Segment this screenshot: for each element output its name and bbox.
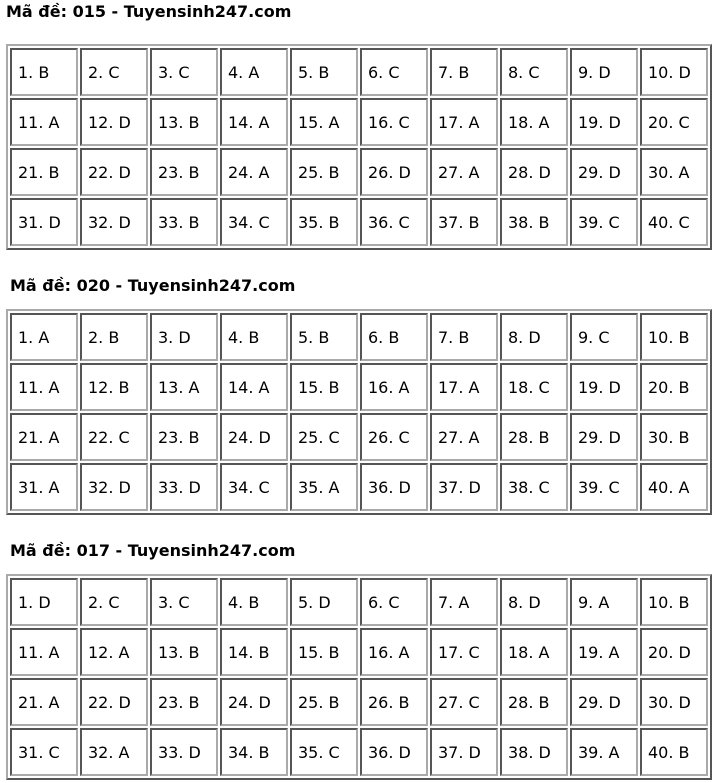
answer-cell: 19. D <box>570 98 638 146</box>
answer-cell: 8. D <box>500 578 568 626</box>
answer-cell: 10. B <box>640 313 708 361</box>
exam-title-015: Mã đề: 015 - Tuyensinh247.com <box>6 2 292 21</box>
answer-cell: 18. C <box>500 363 568 411</box>
answer-cell: 35. A <box>290 463 358 511</box>
answer-cell: 39. C <box>570 198 638 246</box>
answer-cell: 33. D <box>150 728 218 776</box>
answer-cell: 18. A <box>500 98 568 146</box>
answer-cell: 10. B <box>640 578 708 626</box>
answer-cell: 40. A <box>640 463 708 511</box>
table-row <box>10 578 708 626</box>
answer-cell: 2. B <box>80 313 148 361</box>
answer-cell: 25. B <box>290 678 358 726</box>
answer-cell: 14. A <box>220 363 288 411</box>
answer-cell: 25. C <box>290 413 358 461</box>
answer-cell: 3. C <box>150 578 218 626</box>
table-row <box>10 728 708 776</box>
table-row <box>10 198 708 246</box>
answer-cell: 26. D <box>360 148 428 196</box>
answer-table-015 <box>6 44 712 250</box>
table-row <box>10 363 708 411</box>
answer-cell: 3. D <box>150 313 218 361</box>
answer-cell: 36. C <box>360 198 428 246</box>
answer-cell: 5. B <box>290 48 358 96</box>
answer-cell: 35. B <box>290 198 358 246</box>
answer-cell: 10. D <box>640 48 708 96</box>
answer-cell: 37. D <box>430 463 498 511</box>
answer-cell: 23. B <box>150 413 218 461</box>
answer-cell: 30. A <box>640 148 708 196</box>
answer-cell: 36. D <box>360 463 428 511</box>
table-row <box>10 48 708 96</box>
answer-cell: 7. B <box>430 48 498 96</box>
answer-cell: 11. A <box>10 628 78 676</box>
answer-cell: 13. B <box>150 98 218 146</box>
answer-cell: 11. A <box>10 363 78 411</box>
answer-cell: 34. B <box>220 728 288 776</box>
answer-cell: 30. B <box>640 413 708 461</box>
answer-cell: 8. D <box>500 313 568 361</box>
answer-cell: 9. D <box>570 48 638 96</box>
answer-cell: 21. A <box>10 678 78 726</box>
answer-cell: 25. B <box>290 148 358 196</box>
answer-cell: 4. A <box>220 48 288 96</box>
answer-cell: 27. A <box>430 148 498 196</box>
answer-cell: 19. D <box>570 363 638 411</box>
answer-cell: 26. B <box>360 678 428 726</box>
answer-cell: 16. A <box>360 628 428 676</box>
answer-table-020 <box>6 309 712 515</box>
table-row <box>10 678 708 726</box>
answer-cell: 39. A <box>570 728 638 776</box>
answer-cell: 7. B <box>430 313 498 361</box>
answer-cell: 26. C <box>360 413 428 461</box>
answer-cell: 22. D <box>80 148 148 196</box>
answer-cell: 8. C <box>500 48 568 96</box>
answer-cell: 13. B <box>150 628 218 676</box>
answer-cell: 39. C <box>570 463 638 511</box>
answer-cell: 4. B <box>220 313 288 361</box>
answer-cell: 22. D <box>80 678 148 726</box>
answer-cell: 17. A <box>430 98 498 146</box>
answer-cell: 7. A <box>430 578 498 626</box>
answer-cell: 14. B <box>220 628 288 676</box>
answer-cell: 22. C <box>80 413 148 461</box>
answer-cell: 28. D <box>500 148 568 196</box>
answer-cell: 35. C <box>290 728 358 776</box>
answer-cell: 1. B <box>10 48 78 96</box>
answer-cell: 33. B <box>150 198 218 246</box>
answer-cell: 36. D <box>360 728 428 776</box>
answer-cell: 40. B <box>640 728 708 776</box>
answer-cell: 15. B <box>290 628 358 676</box>
answer-cell: 18. A <box>500 628 568 676</box>
answer-cell: 32. D <box>80 198 148 246</box>
answer-cell: 28. B <box>500 678 568 726</box>
table-row <box>10 313 708 361</box>
answer-cell: 29. D <box>570 678 638 726</box>
answer-cell: 15. B <box>290 363 358 411</box>
answer-cell: 31. A <box>10 463 78 511</box>
table-row <box>10 413 708 461</box>
answer-cell: 38. C <box>500 463 568 511</box>
answer-cell: 31. D <box>10 198 78 246</box>
table-row <box>10 148 708 196</box>
answer-cell: 6. C <box>360 48 428 96</box>
answer-cell: 19. A <box>570 628 638 676</box>
answer-cell: 17. C <box>430 628 498 676</box>
answer-cell: 23. B <box>150 148 218 196</box>
answer-cell: 1. D <box>10 578 78 626</box>
answer-cell: 27. A <box>430 413 498 461</box>
answer-cell: 4. B <box>220 578 288 626</box>
answer-cell: 32. D <box>80 463 148 511</box>
answer-cell: 24. A <box>220 148 288 196</box>
answer-cell: 2. C <box>80 578 148 626</box>
answer-cell: 16. A <box>360 363 428 411</box>
answer-cell: 32. A <box>80 728 148 776</box>
answer-cell: 29. D <box>570 148 638 196</box>
answer-cell: 9. C <box>570 313 638 361</box>
exam-title-017: Mã đề: 017 - Tuyensinh247.com <box>10 541 296 560</box>
answer-cell: 15. A <box>290 98 358 146</box>
answer-cell: 3. C <box>150 48 218 96</box>
answer-cell: 17. A <box>430 363 498 411</box>
answer-cell: 33. D <box>150 463 218 511</box>
answer-cell: 24. D <box>220 678 288 726</box>
answer-cell: 11. A <box>10 98 78 146</box>
answer-cell: 30. D <box>640 678 708 726</box>
answer-cell: 12. B <box>80 363 148 411</box>
answer-cell: 21. B <box>10 148 78 196</box>
answer-cell: 2. C <box>80 48 148 96</box>
answer-cell: 5. B <box>290 313 358 361</box>
answer-cell: 38. B <box>500 198 568 246</box>
answer-cell: 40. C <box>640 198 708 246</box>
table-row <box>10 628 708 676</box>
table-row <box>10 463 708 511</box>
answer-cell: 13. A <box>150 363 218 411</box>
answer-cell: 20. B <box>640 363 708 411</box>
answer-cell: 21. A <box>10 413 78 461</box>
answer-cell: 27. C <box>430 678 498 726</box>
answer-cell: 23. B <box>150 678 218 726</box>
answer-cell: 20. D <box>640 628 708 676</box>
exam-title-020: Mã đề: 020 - Tuyensinh247.com <box>10 276 296 295</box>
table-row <box>10 98 708 146</box>
answer-cell: 5. D <box>290 578 358 626</box>
answer-cell: 37. D <box>430 728 498 776</box>
answer-cell: 34. C <box>220 463 288 511</box>
answer-table-017 <box>6 574 712 780</box>
answer-cell: 9. A <box>570 578 638 626</box>
answer-cell: 28. B <box>500 413 568 461</box>
answer-cell: 12. D <box>80 98 148 146</box>
answer-cell: 38. D <box>500 728 568 776</box>
answer-cell: 20. C <box>640 98 708 146</box>
answer-cell: 29. D <box>570 413 638 461</box>
answer-cell: 37. B <box>430 198 498 246</box>
answer-cell: 34. C <box>220 198 288 246</box>
answer-cell: 16. C <box>360 98 428 146</box>
answer-cell: 31. C <box>10 728 78 776</box>
answer-cell: 6. B <box>360 313 428 361</box>
answer-cell: 6. C <box>360 578 428 626</box>
answer-cell: 12. A <box>80 628 148 676</box>
answer-cell: 1. A <box>10 313 78 361</box>
answer-cell: 24. D <box>220 413 288 461</box>
answer-cell: 14. A <box>220 98 288 146</box>
